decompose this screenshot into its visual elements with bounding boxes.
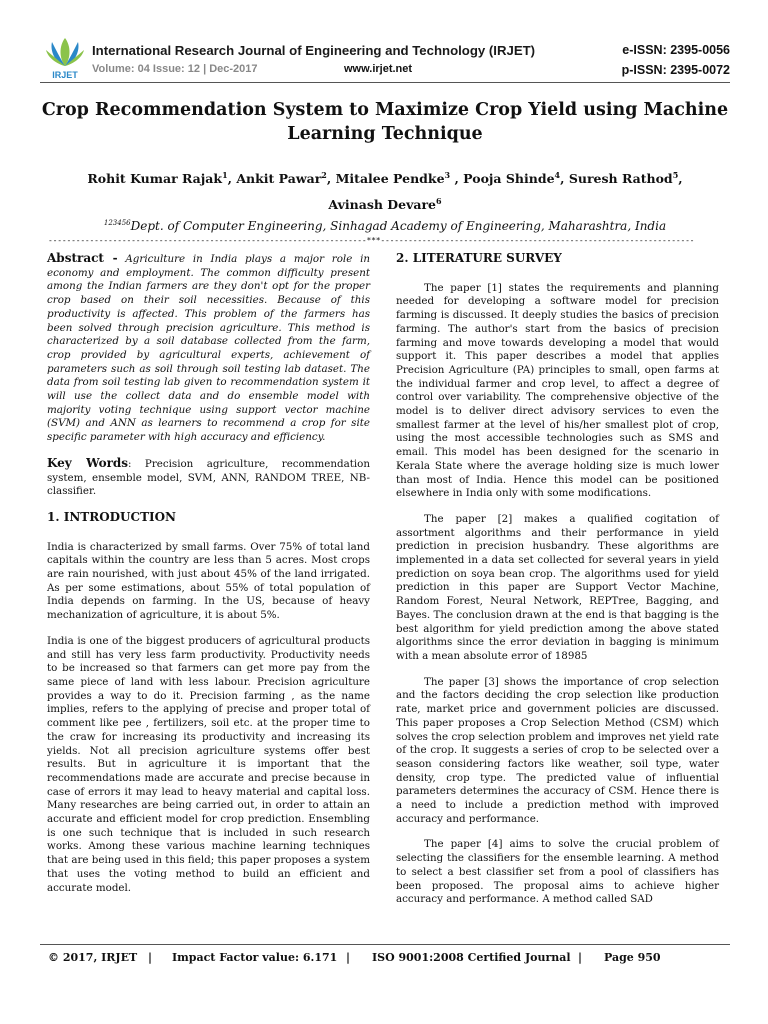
author-name: Rohit Kumar Rajak	[87, 171, 223, 187]
author-sup: 3	[444, 170, 451, 180]
author-name: Mitalee Pendke	[335, 171, 445, 187]
section-separator: ---------------------------------------------------------------------***--------------------------------------------------------------------	[48, 236, 695, 245]
left-column	[47, 252, 370, 907]
author-list: Rohit Kumar Rajak$^1$, Ankit Pawar$^2$, Mitalee Pendke$^3$ , Pooja Shinde$^4$, Suresh Rathod$^5$, Avinash Devare$^6$	[87, 170, 683, 213]
logo-text: IRJET	[52, 70, 78, 80]
journal-name: International Research Journal of Engineering and Technology (IRJET)	[92, 43, 536, 58]
title-line-1: Crop Recommendation System to Maximize Crop Yield using Machine	[41, 100, 729, 120]
volume-issue: Volume: 04 Issue: 12 | Dec-2017	[92, 63, 258, 75]
literature-paragraph-1: The paper [1] states the requirements and planning needed for developing a software model for precision farming is discussed. It deeply studies the basics of precision farming. The author's start from the basics of precision farming and move towards developing a model that would support it. This paper describes a model that applies Precision Agriculture (PA) principles to small, open farms at the individual farmer and crop level, to affect a degree of control over variability. The comprehensive objective of the model is to deliver direct advisory services to even the smallest farmer at the level of his/her smallest plot of crop, using the most accessible technologies such as SMS and email. This model has been designed for the scenario in Kerala State where the average holding size is much lower than most of India. Hence this model can be positioned elsewhere in India only with some modifications.	[396, 281, 719, 500]
author-name: Avinash Devare	[328, 197, 436, 213]
impact-factor: Impact Factor value: 6.171	[172, 951, 338, 964]
abstract-label: Abstract -	[47, 251, 118, 265]
abstract	[47, 252, 370, 445]
p-issn: p-ISSN: 2395-0072	[621, 63, 730, 77]
journal-header	[40, 36, 730, 82]
author-sup: 5	[672, 170, 679, 180]
author-name: Pooja Shinde	[463, 171, 555, 187]
literature-heading: 2. LITERATURE SURVEY	[396, 251, 562, 265]
footer-separator: |	[346, 951, 351, 964]
author-sup: 2	[321, 170, 327, 180]
affiliation-sup: 123456	[103, 219, 131, 227]
footer-separator: |	[578, 951, 583, 964]
affiliation	[40, 219, 730, 233]
literature-paragraph-2: The paper [2] makes a qualified cogitation of assortment algorithms and their performance in yield prediction in precision husbandry. These algorithms are implemented in a data set collected for several years in yield prediction on soya bean crop. The algorithms used for yield prediction in this paper are Support Vector Machine, Random Forest, Neural Network, REPTree, Bagging, and Bayes. The conclusion drawn at the end is that bagging is the best algorithm for yield prediction among the above stated algorithms since the error deviation in bagging is minimum with a mean absolute error of 18985	[396, 512, 719, 662]
abstract-text: Agriculture in India plays a major role in economy and employment. The common difficulty present among the Indian farmers are they don't opt for the proper crop based on their soil necessities. Because of this productivity is affected. This problem of the farmers has been solved through precision agriculture. This method is characterized by a soil database collected from the farm, crop provided by agricultural experts, achievement of parameters such as soil through soil testing lab dataset. The data from soil testing lab given to recommendation system it will use the collect data and do ensemble model with majority voting technique using support vector machine (SVM) and ANN as learners to recommend a crop for site specific parameter with high accuracy and efficiency.	[47, 253, 370, 444]
page-number: Page 950	[604, 951, 661, 964]
iso-certification: ISO 9001:2008 Certified Journal	[372, 951, 571, 964]
literature-paragraph-3: The paper [3] shows the importance of crop selection and the factors deciding the crop selection like production rate, market price and government policies are discussed. This paper proposes a Crop Selection Method (CSM) which solves the crop selection problem and improves net yield rate of the crop. It suggests a series of crop to be selected over a season considering factors like weather, soil type, water density, crop type. The predicted value of influential parameters determines the accuracy of CSM. Hence there is a need to include a prediction method with improved accuracy and performance.	[396, 675, 719, 825]
title-line-2: Learning Technique	[287, 124, 483, 144]
keywords-label: Key Words	[47, 455, 129, 470]
author-name: Ankit Pawar	[236, 171, 322, 187]
right-column	[396, 252, 719, 919]
intro-paragraph-1: India is characterized by small farms. Over 75% of total land capitals within the country are less than 5 acres. Most crops are rain nourished, with just about 45% of the land irrigated. As per some estimations, about 55% of total population of India depends on farming. In the US, because of heavy mechanization of agriculture, it is about 5%.	[47, 540, 370, 622]
irjet-logo-icon	[44, 36, 86, 80]
e-issn: e-ISSN: 2395-0056	[622, 43, 730, 57]
intro-heading: 1. INTRODUCTION	[47, 509, 177, 524]
header-divider	[40, 82, 730, 83]
footer-separator: |	[148, 951, 153, 964]
keywords-text: : Precision agriculture, recommendation system, ensemble model, SVM, ANN, RANDOM TREE, NB-classifier.	[47, 457, 371, 498]
affiliation-text: Dept. of Computer Engineering, Sinhagad Academy of Engineering, Maharashtra, India	[130, 219, 667, 233]
copyright: © 2017, IRJET	[48, 951, 138, 964]
author-sup: 6	[435, 196, 442, 207]
keywords	[47, 457, 370, 499]
paper-title	[40, 98, 730, 146]
author-sup: 1	[222, 170, 228, 180]
intro-paragraph-2: India is one of the biggest producers of agricultural products and still has very less farm productivity. Productivity needs to be increased so that farmers can get more pay from the same piece of land with less labour. Precision agriculture provides a way to do it. Precision farming , as the name implies, refers to the applying of precise and proper total of comment like pee , fertilizers, soil etc. at the proper time to the craw for increasing its productivity and increasing its yields. Not all precision agriculture systems offer best results. But in agriculture it is important that the recommendations made are accurate and precise because in case of errors it may lead to heavy material and capital loss. Many researches are being carried out, in order to attain an accurate and efficient model for crop prediction. Ensembling is one such technique that is included in such research works. Among these various machine learning techniques that are being used in this field; this paper proposes a system that uses the voting method to build an efficient and accurate model.	[47, 634, 370, 894]
literature-paragraph-4: The paper [4] aims to solve the crucial problem of selecting the classifiers for the ensemble learning. A method to select a best classifier set from a pool of classifiers has been proposed. The proposal aims to achieve higher accuracy and performance. A method called SAD	[396, 838, 719, 906]
author-name: Suresh Rathod	[568, 171, 673, 187]
author-sup: 4	[554, 170, 561, 180]
website-link[interactable]: www.irjet.net	[344, 63, 413, 75]
footer-divider	[40, 944, 730, 945]
